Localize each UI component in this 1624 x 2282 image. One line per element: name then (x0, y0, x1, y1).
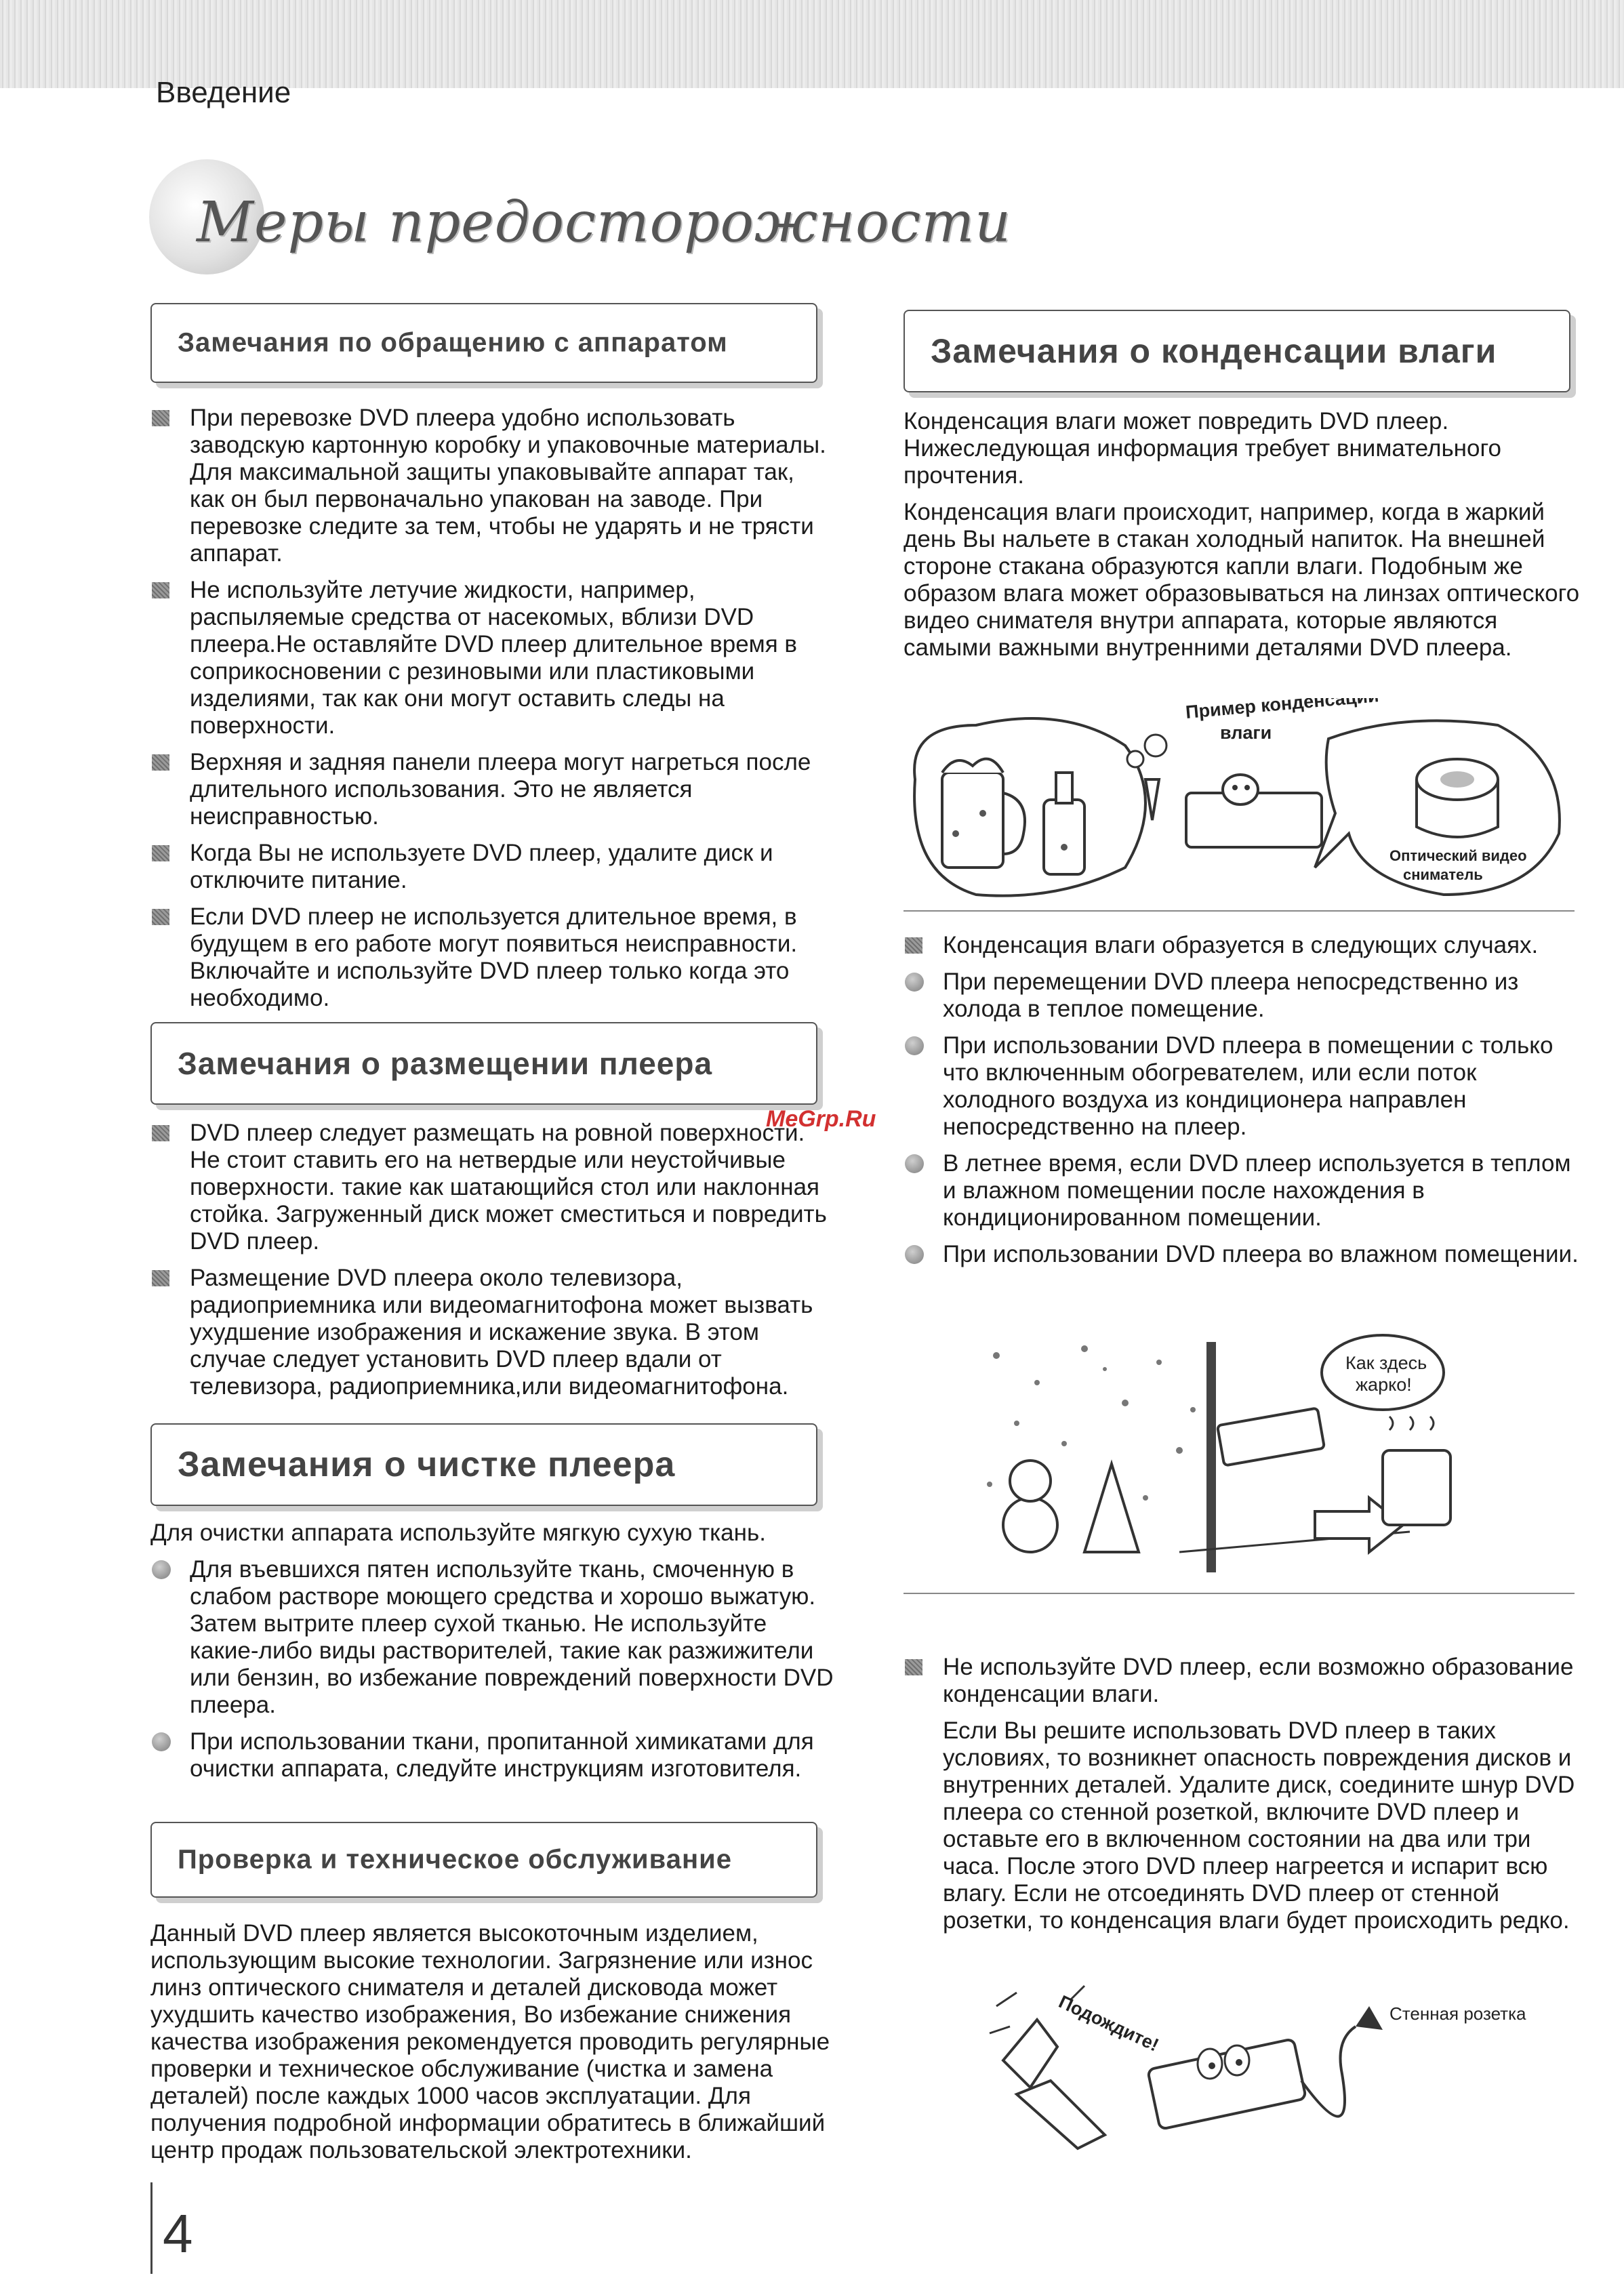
square-bullet-icon (152, 1125, 169, 1141)
cleaning-heading: Замечания о чистке плеера (178, 1445, 676, 1484)
square-bullet-icon (152, 410, 169, 426)
square-bullet-icon (152, 909, 169, 925)
page-title-block (149, 159, 1011, 274)
list-item: Верхняя и задняя панели плеера могут нагреться после длительного использования. Это не является неисправностью. (150, 749, 835, 830)
square-bullet-icon (152, 754, 169, 771)
fig1-label-moisture: влаги (1220, 722, 1272, 743)
round-bullet-icon (905, 1154, 924, 1173)
square-bullet-icon (152, 582, 169, 598)
cleaning-list (150, 1520, 835, 1792)
condensation-warning (904, 1654, 1581, 1934)
handling-list (150, 405, 835, 1021)
cleaning-heading-box (150, 1423, 817, 1506)
placement-list (150, 1120, 835, 1410)
round-bullet-icon (905, 1036, 924, 1055)
list-item: DVD плеер следует размещать на ровной поверхности. Не стоит ставить его на нетвердые или неустойчивые поверхности. такие как шатающийся стол или наклонная стойка. Загруженный диск может сместиться и повредить DVD плеер. (150, 1120, 835, 1255)
round-bullet-icon (152, 1732, 171, 1751)
list-item: При использовании DVD плеера в помещении с только что включенным обогревателем, или если поток холодного воздуха из кондиционера направлен непосредственно на плеер. (904, 1032, 1581, 1141)
condensation-para1: Конденсация влаги может повредить DVD плеер. Нижеследующая информация требует внимательного прочтения. (904, 408, 1501, 489)
list-item: Когда Вы не используете DVD плеер, удалите диск и отключите питание. (150, 840, 835, 894)
list-item: Не используйте летучие жидкости, например, распыляемые средства от насекомых, вблизи DVD плеера.Не оставляйте DVD плеер длительное время в соприкосновении с резиновыми или пластиковыми изделиями, так как они могут оставить следы на поверхности. (150, 577, 835, 739)
handling-heading-box (150, 303, 817, 383)
cold-to-warm-figure (976, 1328, 1498, 1579)
maintenance-body (150, 1920, 835, 2174)
fig2-bubble-line2: жарко! (1356, 1374, 1412, 1395)
list-item: При использовании DVD плеера во влажном помещении. (904, 1241, 1581, 1268)
list-item: Размещение DVD плеера около телевизора, радиоприемника или видеомагнитофона может вызвать ухудшение изображения и искажение звука. В этом случае следует установить DVD плеер вдали от телевизора, радиоприемника,или видеомагнитофона. (150, 1265, 835, 1400)
round-bullet-icon (905, 973, 924, 992)
page-number-bar (150, 2182, 153, 2274)
section-label: Введение (156, 76, 291, 109)
square-bullet-icon (905, 1659, 922, 1675)
wall-socket-figure (976, 1979, 1552, 2162)
wait-illustration (976, 1979, 1552, 2162)
round-bullet-icon (152, 1560, 171, 1579)
placement-heading: Замечания о размещении плеера (178, 1046, 713, 1081)
condensation-illustration (901, 698, 1579, 908)
condensation-intro (904, 408, 1581, 671)
list-item: Для въевшихся пятен используйте ткань, смоченную в слабом растворе моющего средства и хорошо выжатую. Затем вытрите плеер сухой тканью. Не используйте какие-либо виды растворителей, такие как разжижители или бензин, во избежание повреждений поверхности DVD плеера. (150, 1556, 835, 1719)
warning-detail: Если Вы решите использовать DVD плеер в таких условиях, то возникнет опасность повреждения дисков и внутренних деталей. Удалите диск, соедините шнур DVD плеера со стенной розеткой, включите DVD плеер и оставьте его в включенном состоянии на два или три часа. После этого DVD плеер нагреется и испарит всю влагу. Если не отсоединять DVD плеер от стенной розетки, то конденсация влаги будет происходить редко. (943, 1717, 1575, 1934)
fig2-bubble-line1: Как здесь (1345, 1353, 1427, 1373)
condensation-cases (904, 932, 1581, 1278)
condensation-heading: Замечания о конденсации влаги (931, 332, 1497, 370)
divider (904, 1593, 1575, 1594)
maintenance-text: Данный DVD плеер является высокоточным изделием, использующим высокие технологии. Загрязнение или износ линз оптического снимателя и деталей дисковода может ухудшить качество изображения, Во избежание снижения качества изображения рекомендуется проводить регулярные проверки и техническое обслуживание (чистка и замена деталей) после каждых 1000 часов эксплуатации. Для получения подробной информации обратитесь в ближайший центр продаж пользовательской электротехники. (150, 1920, 830, 2163)
fig1-label-optical: Оптический видео (1389, 847, 1527, 864)
page-title: Меры предосторожности (197, 190, 1011, 255)
snow-room-illustration (976, 1328, 1498, 1579)
condensation-example-figure (901, 698, 1579, 908)
list-item: При перевозке DVD плеера удобно использовать заводскую картонную коробку и упаковочные материалы. Для максимальной защиты упаковывайте аппарат так, как он был первоначально упакован на заводе. При перевозке следите за тем, чтобы не ударять и не трясти аппарат. (150, 405, 835, 567)
round-bullet-icon (905, 1245, 924, 1264)
condensation-para2: Конденсация влаги происходит, например, когда в жаркий день Вы нальете в стакан холодный напиток. На внешней стороне стакана образуются капли влаги. Подобным же образом влага может образовываться на линзах оптического видео снимателя внутри аппарата, которые являются самыми важными внутренними деталями DVD плеера. (904, 499, 1580, 661)
list-item: Конденсация влаги образуется в следующих случаях. (904, 932, 1581, 959)
watermark: MeGrp.Ru (766, 1106, 876, 1132)
condensation-heading-box (904, 310, 1570, 392)
page-number: 4 (163, 2203, 193, 2264)
square-bullet-icon (152, 1270, 169, 1286)
fig3-label-socket: Стенная розетка (1389, 2003, 1526, 2024)
square-bullet-icon (152, 845, 169, 861)
list-item: Не используйте DVD плеер, если возможно образование конденсации влаги. (904, 1654, 1581, 1708)
handling-heading: Замечания по обращению с аппаратом (178, 327, 728, 358)
list-item: При использовании ткани, пропитанной химикатами для очистки аппарата, следуйте инструкциям изготовителя. (150, 1728, 835, 1782)
maintenance-heading: Проверка и техническое обслуживание (178, 1844, 732, 1875)
fig1-label-example: Пример конденсации (1184, 698, 1380, 722)
maintenance-heading-box (150, 1822, 817, 1898)
placement-heading-box (150, 1022, 817, 1105)
fig1-label-pickup: сниматель (1403, 866, 1483, 883)
fig3-label-wait: Подождите! (1055, 1991, 1162, 2056)
list-item: При перемещении DVD плеера непосредственно из холода в теплое помещение. (904, 969, 1581, 1023)
divider (904, 910, 1575, 912)
square-bullet-icon (905, 937, 922, 954)
cleaning-intro: Для очистки аппарата используйте мягкую сухую ткань. (150, 1520, 766, 1546)
list-item: Если DVD плеер не используется длительное время, в будущем в его работе могут появиться неисправности. Включайте и используйте DVD плеер только когда это необходимо. (150, 903, 835, 1012)
list-item: В летнее время, если DVD плеер используется в теплом и влажном помещении после нахождения в кондиционированном помещении. (904, 1150, 1581, 1231)
header-band (0, 0, 1624, 88)
